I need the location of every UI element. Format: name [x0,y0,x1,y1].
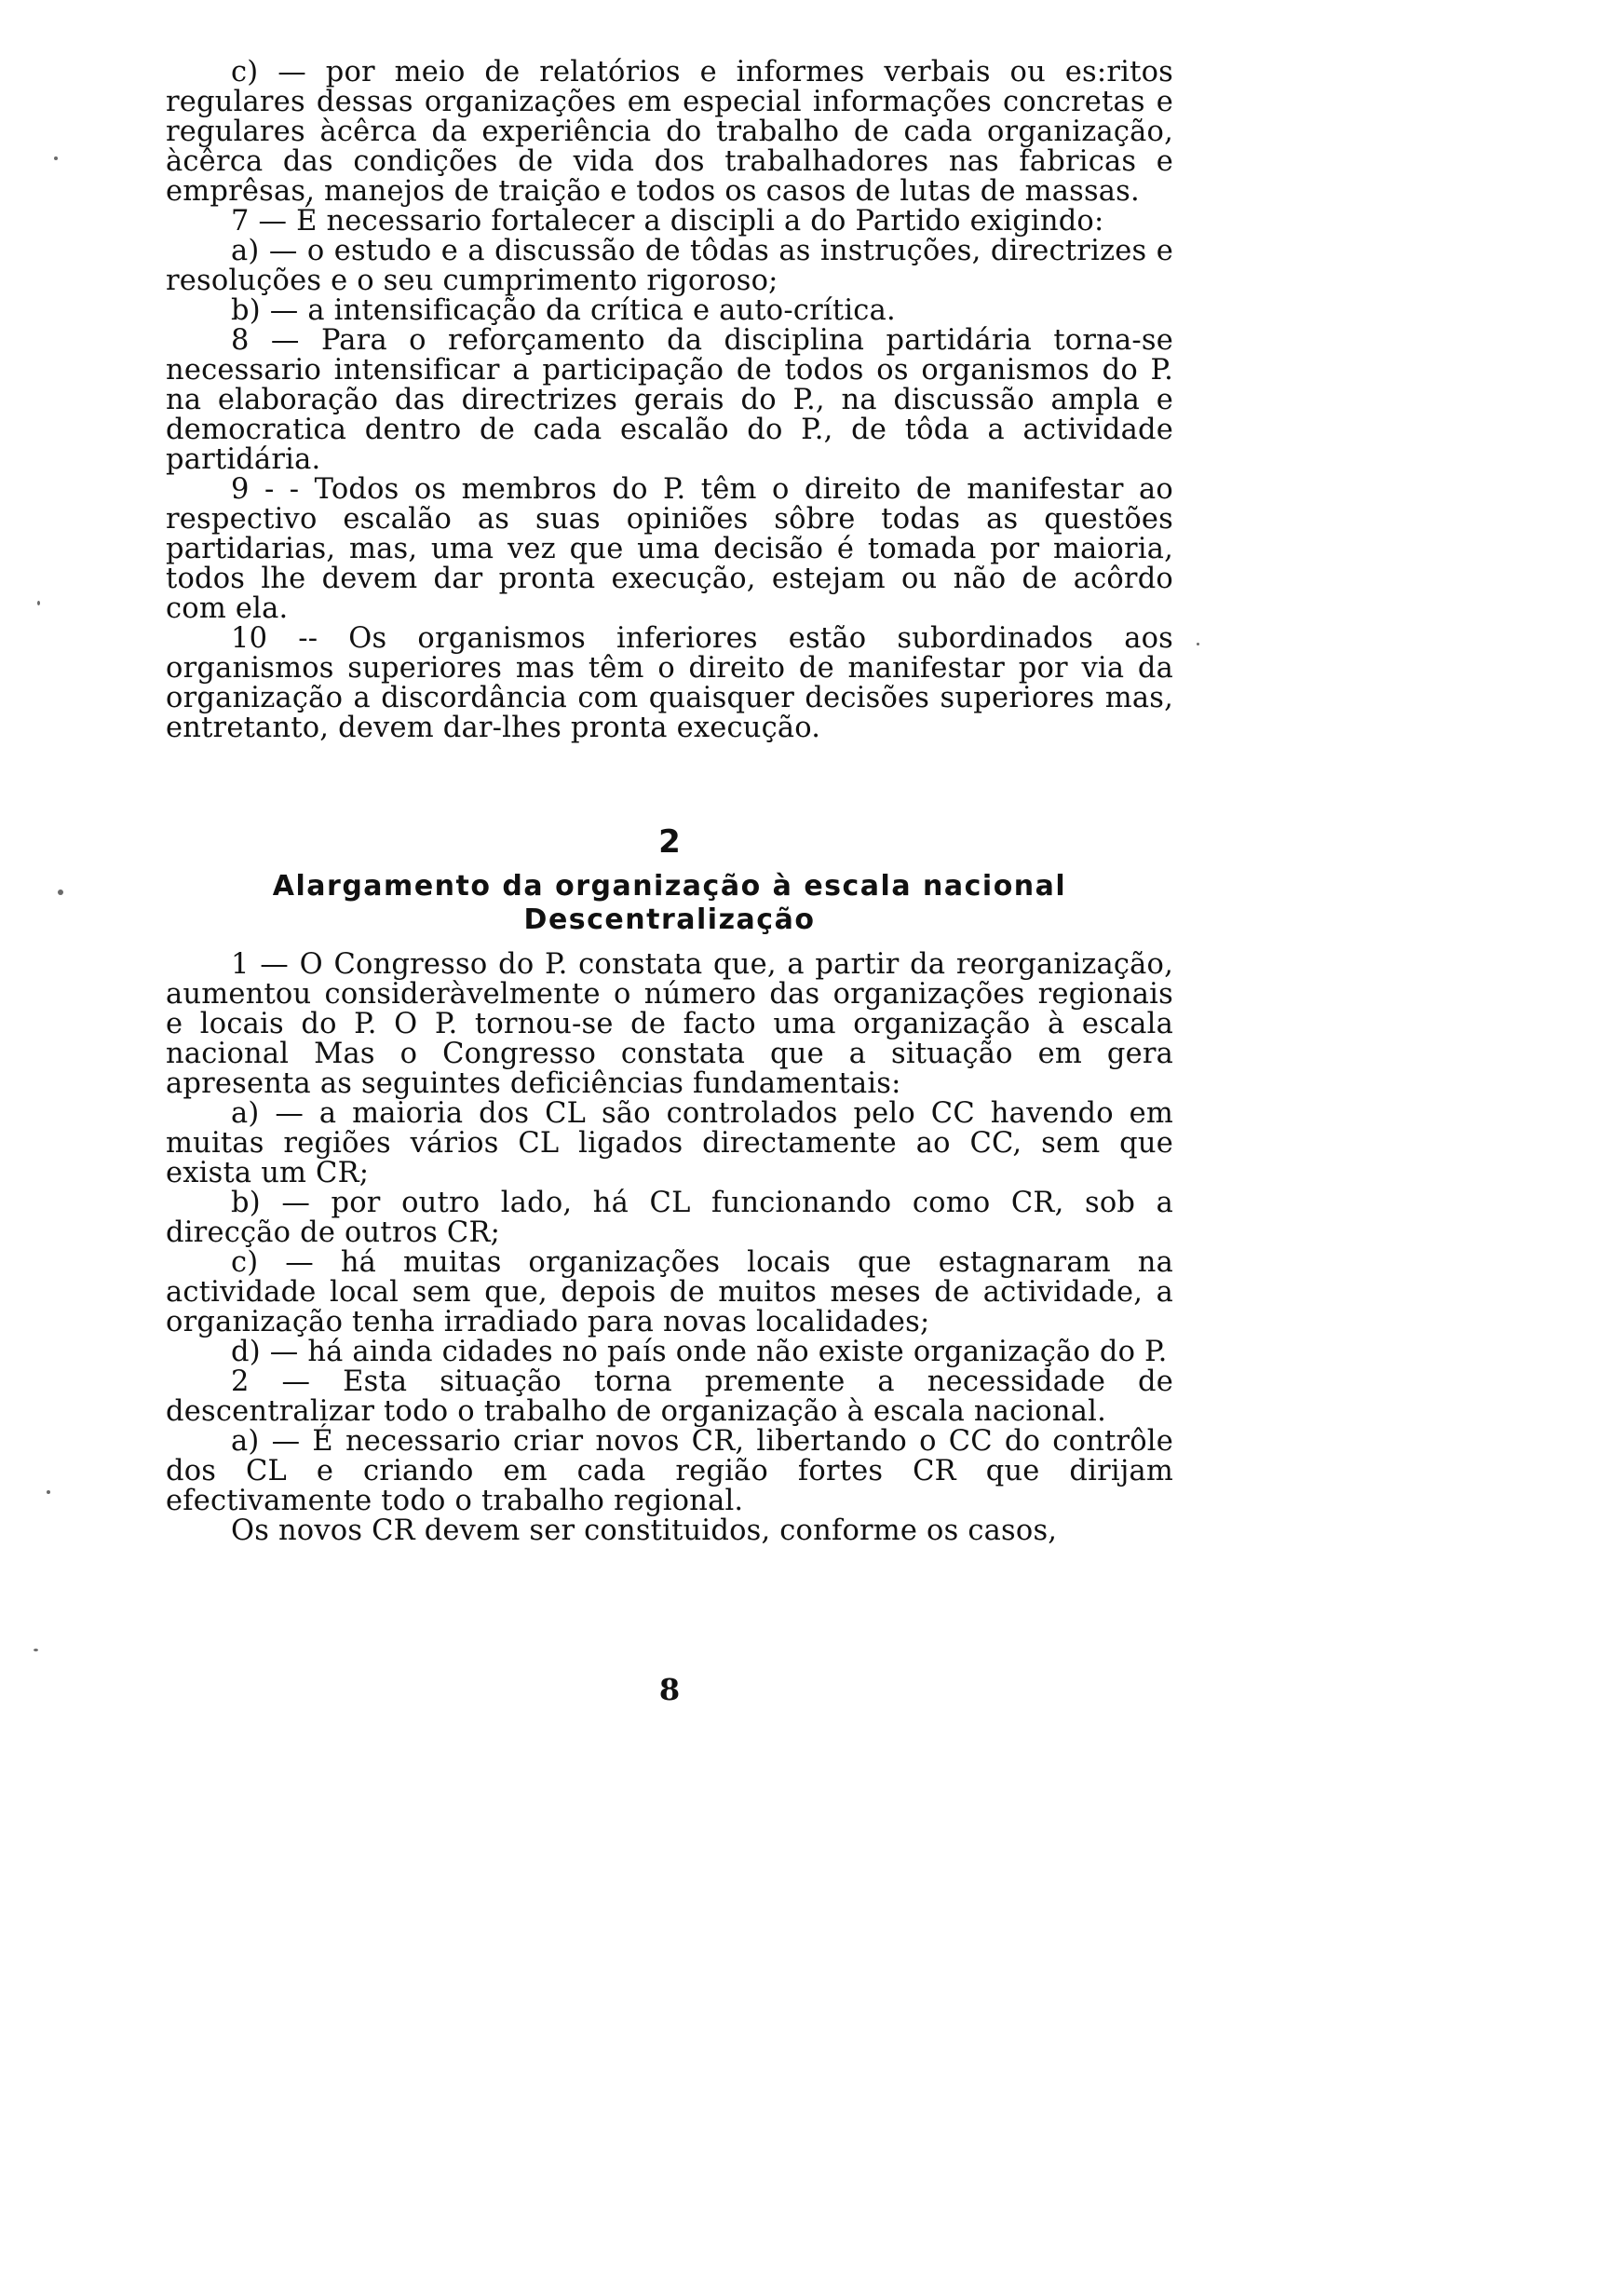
scan-speck [54,156,58,160]
paragraph-2-decentralize: 2 — Esta situação torna premente a necessidade de descentralizar todo o trabalho de organização à escala nacional. [166,1365,1173,1428]
paragraph-1c-stagnation: c) — há muitas organizações locais que estagnaram na actividade local sem que, depois de muitos meses de actividade, a organização tenha irradiado para novas localidades; [166,1246,1173,1338]
paragraph-9-members-rights: 9 - - Todos os membros do P. têm o direito de manifestar ao respectivo escalão as suas opiniões sôbre todas as questões partidarias, mas, uma vez que uma decisão é tomada por maioria, todos lhe devem dar pronta execução, estejam ou não de acôrdo com ela. [166,473,1173,625]
paragraph-new-cr-constitution: Os novos CR devem ser constituidos, conforme os casos, [231,1514,1058,1547]
scan-speck [37,601,40,605]
section-title-line-2: Descentralização [523,903,816,936]
paragraph-1d-cities: d) — há ainda cidades no país onde não existe organização do P. [231,1336,1168,1368]
paragraph-c-reports: c) — por meio de relatórios e informes verbais ou es:ritos regulares dessas organizações em especial informações concretas e regulares àcêrca da experiência do trabalho de cada organização, àcêrca das condições de vida dos trabalhadores nas fabricas e emprêsas, manejos de traição e todos os casos de lutas de massas. [166,56,1173,208]
page-number: 8 [658,1672,681,1707]
upper-text-block [166,58,1173,743]
paragraph-1b-cl-as-cr: b) — por outro lado, há CL funcionando como CR, sob a direcção de outros CR; [166,1187,1173,1249]
paragraph-1-congress: 1 — O Congresso do P. constata que, a partir da reorganização, aumentou consideràvelmente o número das organizações regionais e locais do P. O P. tornou-se de facto uma organização à escala nacional Mas o Congresso constata que a situação em gera apresenta as seguintes deficiências fundamentais: [166,948,1173,1100]
lower-text-block [166,950,1173,1546]
paragraph-10-subordination: 10 -- Os organismos inferiores estão subordinados aos organismos superiores mas têm o direito de manifestar por via da organização a discordância com quaisquer decisões superiores mas, entretanto, devem dar-lhes pronta execução. [166,622,1173,744]
paragraph-8-participation: 8 — Para o reforçamento da disciplina partidária torna-se necessario intensificar a participação de todos os organismos do P. na elaboração das directrizes gerais do P., na discussão ampla e democratica dentro de cada escalão do P., de tôda a actividade partidária. [166,324,1173,476]
section-title [166,870,1173,937]
paragraph-1a-cl-control: a) — a maioria dos CL são controlados pelo CC havendo em muitas regiões vários CL ligados directamente ao CC, sem que exista um CR; [166,1097,1173,1189]
paragraph-2a-new-cr: a) — É necessario criar novos CR, libertando o CC do contrôle dos CL e criando em cada região fortes CR que dirijam efectivamente todo o trabalho regional. [166,1425,1173,1517]
scan-speck [58,889,63,895]
scan-speck [34,1649,38,1651]
scan-speck [47,1490,50,1494]
paragraph-7-discipline: 7 — É necessario fortalecer a discipli a do Partido exigindo: [231,205,1104,238]
section-number: 2 [658,823,681,861]
scan-speck [1197,643,1199,645]
paragraph-7b-criticism: b) — a intensificação da crítica e auto-crítica. [231,294,896,327]
paragraph-7a-study: a) — o estudo e a discussão de tôdas as instruções, directrizes e resoluções e o seu cumprimento rigoroso; [166,235,1173,297]
section-title-line-1: Alargamento da organização à escala nacional [272,870,1067,903]
